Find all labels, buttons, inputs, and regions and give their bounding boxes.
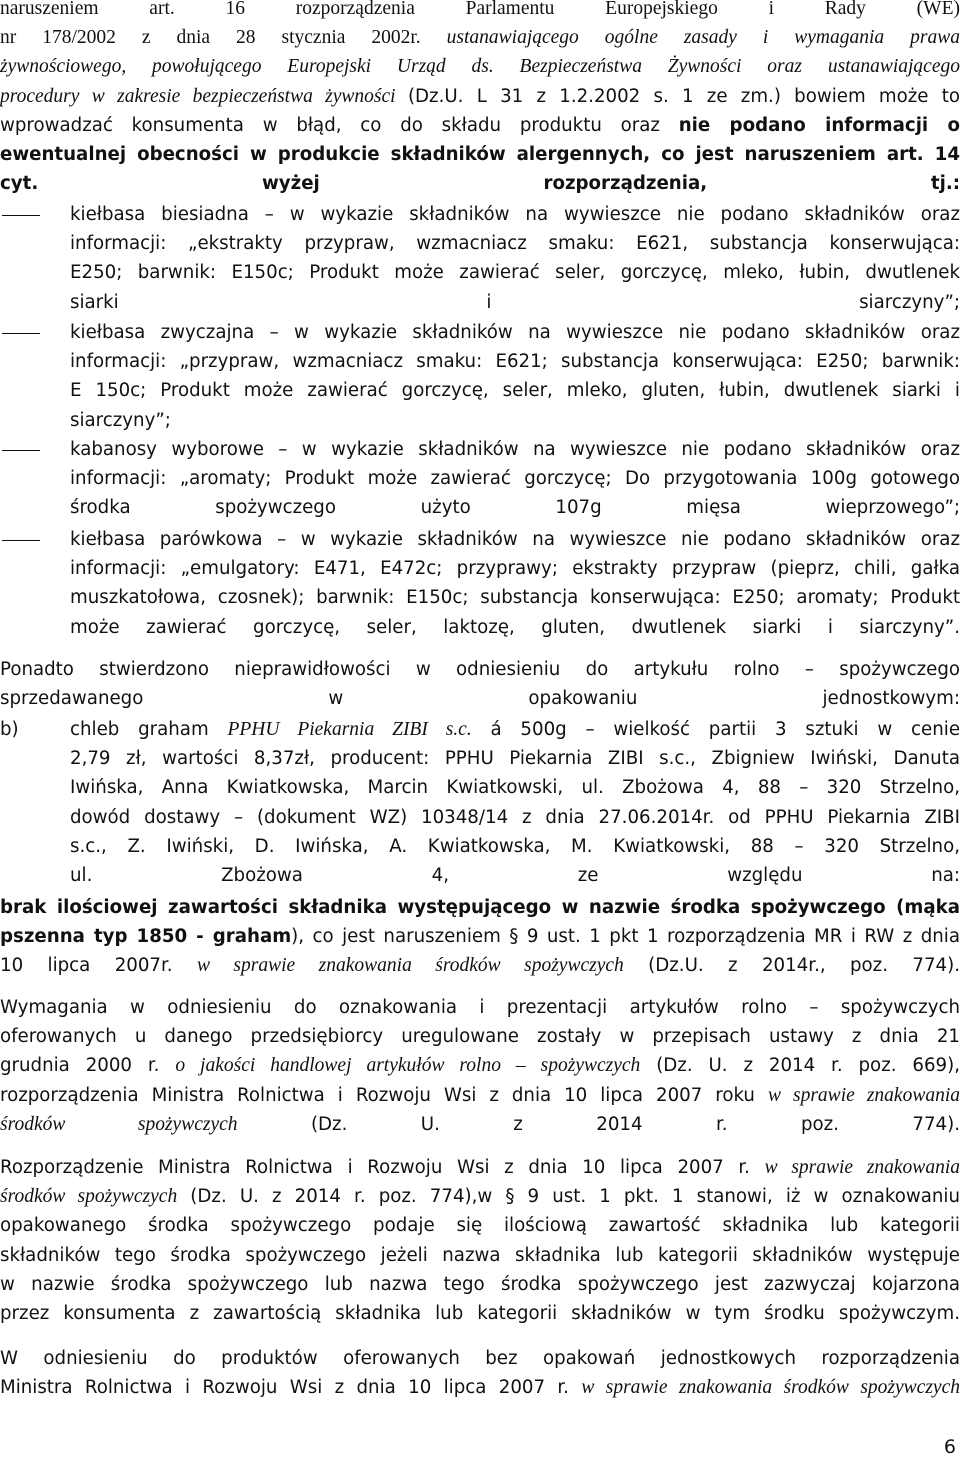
text-line: ewentualnej obecności w produkcie składników alergennych, co jest naruszeniem art. 14: [0, 143, 960, 165]
text-line: przez konsumenta z zawartością składnika lub kategorii składników w tym środku spożywczym.: [0, 1302, 960, 1324]
text-line: rozporządzenia Ministra Rolnictwa i Rozwoju Wsi z dnia 10 lipca 2007 roku w sprawie znakowania: [0, 1084, 960, 1106]
text-line: siarki i siarczyny”;: [70, 291, 960, 313]
text-line: nr 178/2002 z dnia 28 stycznia 2002r. ustanawiającego ogólne zasady i wymagania prawa: [0, 27, 960, 49]
text-line: procedury w zakresie bezpieczeństwa żywności (Dz.U. L 31 z 1.2.2002 s. 1 ze zm.) bowiem może to: [0, 85, 960, 107]
text-line: s.c., Z. Iwiński, D. Iwińska, A. Kwiatkowska, M. Kwiatkowski, 88 – 320 Strzelno,: [70, 835, 960, 857]
paragraph-odniesienie: [0, 1344, 960, 1402]
list-item: [70, 435, 960, 523]
paragraph-ponadto: [0, 655, 960, 713]
text-line: E 150c; Produkt może zawierać gorczycę, seler, mleko, gluten, łubin, dwutlenek siarki i: [70, 380, 960, 402]
text-line: żywnościowego, powołującego Europejski Urząd ds. Bezpieczeństwa Żywności oraz ustanawiającego: [0, 56, 960, 78]
text-line: Wymagania w odniesieniu do oznakowania i prezentacji artykułów rolno – spożywczych: [0, 997, 960, 1018]
list-label: b): [0, 719, 19, 740]
text-line: kabanosy wyborowe – w wykazie składników na wywieszce nie podano składników oraz: [70, 439, 960, 460]
text-line: naruszeniem art. 16 rozporządzenia Parlamentu Europejskiego i Rady (WE): [0, 0, 960, 19]
text-line: informacji: „przypraw, wzmacniacz smaku: E621; substancja konserwująca: E250; barwnik:: [70, 351, 960, 373]
text-line: może zawierać gorczycę, seler, laktozę, gluten, dwutlenek siarki i siarczyny”.: [70, 616, 960, 638]
text-line: ul. Zbożowa 4, ze względu na:: [70, 864, 960, 886]
list-item: [70, 200, 960, 317]
text-line: chleb graham PPHU Piekarnia ZIBI s.c. á 500g – wielkość partii 3 sztuki w cenie: [70, 719, 960, 740]
text-line: W odniesieniu do produktów oferowanych bez opakowań jednostkowych rozporządzenia: [0, 1348, 960, 1369]
list-dash-icon: [0, 435, 44, 464]
text-line: opakowanego środka spożywczego podaje się ilościową zawartość składnika lub kategorii: [0, 1215, 960, 1237]
text-line: brak ilościowej zawartości składnika występującego w nazwie środka spożywczego (mąka: [0, 897, 960, 918]
text-line: składników tego środka spożywczego jeżeli nazwa składnika lub kategorii składników występuje: [0, 1244, 960, 1266]
text-line: środka spożywczego użyto 107g mięsa wieprzowego”;: [70, 497, 960, 519]
text-line: informacji: „aromaty; Produkt może zawierać gorczycę; Do przygotowania 100g gotowego: [70, 468, 960, 490]
text-line: dowód dostawy – (dokument WZ) 10348/14 z dnia 27.06.2014r. od PPHU Piekarnia ZIBI: [70, 806, 960, 828]
paragraph-intro: [0, 0, 960, 198]
text-line: Ponadto stwierdzono nieprawidłowości w odniesieniu do artykułu rolno – spożywczego: [0, 659, 960, 680]
text-line: Rozporządzenie Ministra Rolnictwa i Rozwoju Wsi z dnia 10 lipca 2007 r. w sprawie znakowania: [0, 1157, 960, 1178]
list-item: [70, 525, 960, 642]
text-line: w nazwie środka spożywczego lub nazwa tego środka spożywczego jest zazwyczaj kojarzona: [0, 1273, 960, 1295]
list-item-b: [70, 715, 960, 890]
list-dash-icon: [0, 200, 44, 229]
text-line: E250; barwnik: E150c; Produkt może zawierać seler, gorczycę, mleko, łubin, dwutlenek: [70, 262, 960, 284]
text-line: 2,79 zł, wartości 8,37zł, producent: PPHU Piekarnia ZIBI s.c., Zbigniew Iwiński, Danuta: [70, 748, 960, 770]
text-line: Iwińska, Anna Kwiatkowska, Marcin Kwiatkowski, ul. Zbożowa 4, 88 – 320 Strzelno,: [70, 777, 960, 799]
text-line: kiełbasa biesiadna – w wykazie składników na wywieszce nie podano składników oraz: [70, 204, 960, 225]
text-line: 10 lipca 2007r. w sprawie znakowania środków spożywczych (Dz.U. z 2014r., poz. 774).: [0, 955, 960, 977]
text-line: pszenna typ 1850 - graham), co jest naruszeniem § 9 ust. 1 pkt 1 rozporządzenia MR i RW z dnia: [0, 926, 960, 948]
list-dash-icon: [0, 318, 44, 347]
text-line: środków spożywczych (Dz. U. z 2014 r. poz. 774).: [0, 1113, 960, 1135]
text-line: informacji: „emulgatory: E471, E472c; przyprawy; ekstrakty przypraw (pieprz, chili, gałka: [70, 558, 960, 580]
text-line: środków spożywczych (Dz. U. z 2014 r. poz. 774),w § 9 ust. 1 pkt. 1 stanowi, iż w oznakowaniu: [0, 1186, 960, 1208]
list-dash-icon: [0, 525, 44, 554]
text-line: muszkatołowa, czosnek); barwnik: E150c; substancja konserwująca: E250; aromaty; Produkt: [70, 587, 960, 609]
text-line: sprzedawanego w opakowaniu jednostkowym:: [0, 688, 960, 710]
text-line: siarczyny”;: [70, 409, 171, 431]
list-item: [70, 318, 960, 435]
paragraph-rozporzadzenie: [0, 1153, 960, 1328]
text-line: Ministra Rolnictwa i Rozwoju Wsi z dnia 10 lipca 2007 r. w sprawie znakowania środków spożywczych: [0, 1377, 960, 1399]
text-line: cyt. wyżej rozporządzenia, tj.:: [0, 173, 960, 195]
text-line: informacji: „ekstrakty przypraw, wzmacniacz smaku: E621, substancja konserwująca:: [70, 233, 960, 255]
paragraph-violation: [0, 893, 960, 981]
text-line: oferowanych u danego przedsiębiorcy uregulowane zostały w przepisach ustawy z dnia 21: [0, 1026, 960, 1048]
text-line: kiełbasa parówkowa – w wykazie składników na wywieszce nie podano składników oraz: [70, 529, 960, 550]
text-line: wprowadzać konsumenta w błąd, co do składu produktu oraz nie podano informacji o: [0, 114, 960, 136]
text-line: grudnia 2000 r. o jakości handlowej artykułów rolno – spożywczych (Dz. U. z 2014 r. poz. 669),: [0, 1055, 960, 1077]
text-line: kiełbasa zwyczajna – w wykazie składników na wywieszce nie podano składników oraz: [70, 322, 960, 343]
paragraph-wymagania: [0, 993, 960, 1139]
page-number: 6: [943, 1436, 956, 1458]
